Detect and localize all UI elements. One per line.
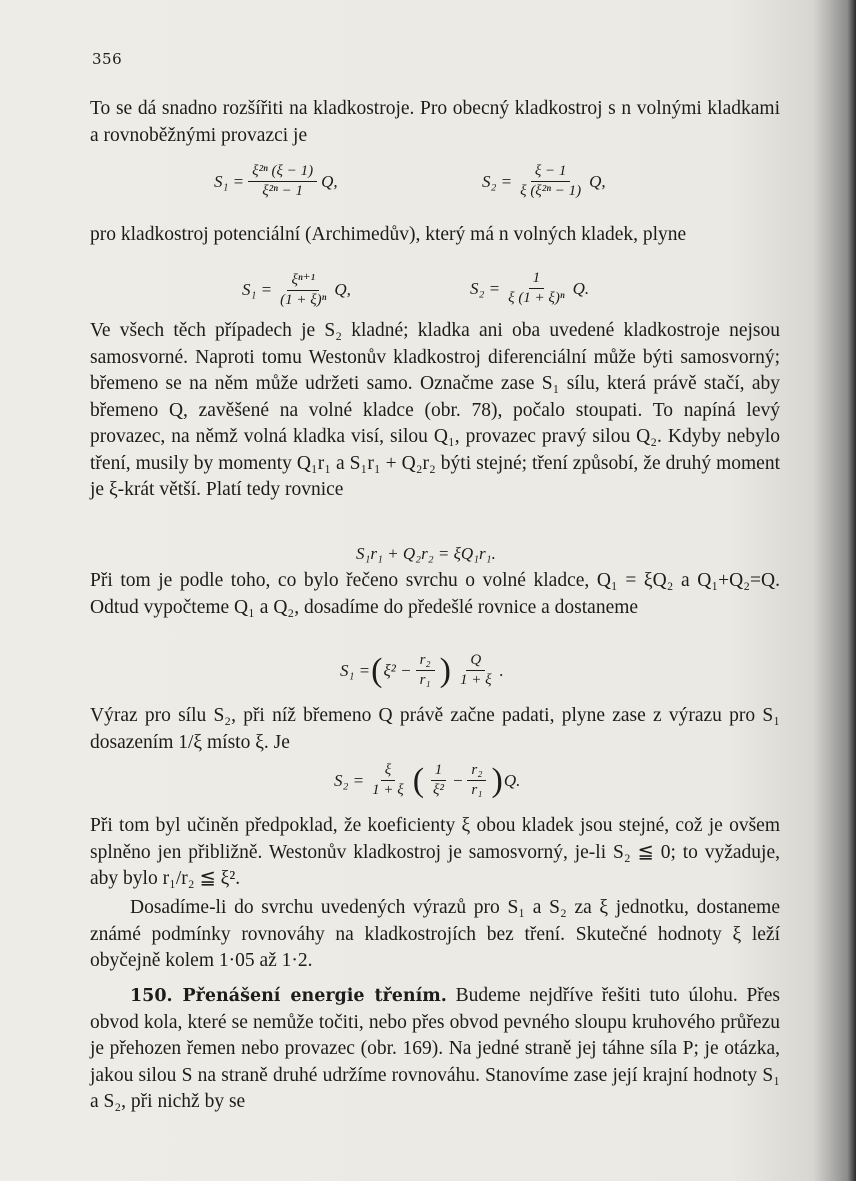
formula-lhs: S₂ = <box>334 770 365 790</box>
fraction-inverse <box>429 762 448 799</box>
fraction-q <box>456 652 496 689</box>
formula-end: . <box>499 660 504 680</box>
paragraph-intro: To se dá snadno rozšířiti na kladkostroje. Pro obecný kladkostroj s n volnými kladkami a rovnoběžnými provazci je <box>90 98 780 146</box>
numerator: ξ − 1 <box>531 163 571 182</box>
paragraph-s2-derivation: Výraz pro sílu S₂, při níž břemeno Q právě začne padati, plyne zase z výrazu pro S₁ dosazením 1/ξ místo ξ. Je <box>90 705 780 753</box>
formula-s1-general <box>214 163 338 200</box>
denominator: (1 + ξ)ⁿ <box>280 292 327 308</box>
numerator: r₂ <box>467 762 486 781</box>
denominator: ξ²ⁿ − 1 <box>262 183 303 199</box>
formula-lhs: S₁ = <box>214 171 245 191</box>
numerator: r₂ <box>416 652 435 671</box>
denominator: 1 + ξ <box>372 782 404 798</box>
close-paren: ) <box>491 761 503 799</box>
section-150 <box>90 983 780 1116</box>
numerator: ξ²ⁿ (ξ − 1) <box>248 163 317 182</box>
formula-s1-weston <box>340 652 504 689</box>
minus-sign: − <box>451 770 464 790</box>
fraction-r <box>416 652 435 689</box>
denominator: 1 + ξ <box>459 672 492 688</box>
fraction <box>276 270 330 309</box>
numerator: ξ <box>381 762 395 781</box>
numerator: ξⁿ⁺¹ <box>287 270 319 291</box>
denominator: ξ (1 + ξ)ⁿ <box>508 290 565 306</box>
fraction <box>504 270 568 307</box>
paragraph-assumption: Při tom byl učiněn předpoklad, že koeficienty ξ obou kladek jsou stejné, což je ovšem splněno jen přibližně. Westonův kladkostroj je samosvorný, je-li S₂ ≦ 0; to vyžaduje, aby bylo r₁/r₂ ≦ ξ². <box>90 815 780 889</box>
section-heading: 150. Přenášení energie třením. <box>130 986 447 1006</box>
fraction <box>248 163 317 200</box>
paragraph-substitution: Při tom je podle toho, co bylo řečeno svrchu o volné kladce, Q₁ = ξQ₂ a Q₁+Q₂=Q. Odtud vypočteme Q₁ a Q₂, dosadíme do předešlé rovnice a dostaneme <box>90 570 780 618</box>
formula-lhs: S₂ = <box>482 171 513 191</box>
formula-end: Q. <box>503 770 521 790</box>
denominator: r₁ <box>471 782 483 798</box>
paragraph-weston: Ve všech těch případech je S₂ kladné; kladka ani oba uvedené kladkostroje nejsou samosvorné. Naproti tomu Westonův kladkostroj diferenciální může býti samosvorný; břemeno se na něm může udržeti samo. Označme zase S₁ sílu, která právě stačí, aby břemeno Q, zavěšené na volné kladce (obr. 78), počalo stoupati. To napíná levý provazec, na němž volná kladka visí, silou Q₁, provazec pravý silou Q₂. Kdyby nebylo tření, musily by momenty Q₁r₁ a S₁r₁ + Q₂r₂ býti stejné; tření způsobí, že druhý moment je ξ-krát větší. Platí tedy rovnice <box>90 320 780 500</box>
formula-rhs: Q, <box>321 171 338 191</box>
fraction-r <box>467 762 486 799</box>
formula-rhs: Q, <box>589 171 606 191</box>
formula-rhs: Q, <box>334 279 351 299</box>
numerator: Q <box>466 652 485 671</box>
denominator: ξ² <box>433 782 444 798</box>
formula-s1-archimedes <box>242 270 351 309</box>
formula-s2-general <box>482 163 606 200</box>
formula-moment-equation: S₁r₁ + Q₂r₂ = ξQ₁r₁. <box>356 544 496 563</box>
paragraph-archimedes: pro kladkostroj potenciální (Archimedův), který má n volných kladek, plyne <box>90 224 687 245</box>
denominator: r₁ <box>419 672 431 688</box>
formula-lhs: S₂ = <box>470 278 501 298</box>
formula-lhs: S₁ = <box>242 279 273 299</box>
numerator: 1 <box>431 762 447 781</box>
xi-term: ξ² − <box>383 660 412 680</box>
page-number: 356 <box>92 50 123 68</box>
fraction-xi <box>368 762 408 799</box>
formula-lhs: S₁ = <box>340 660 371 680</box>
close-paren: ) <box>439 651 451 689</box>
formula-rhs: Q. <box>572 278 590 298</box>
open-paren: ( <box>371 651 383 689</box>
paragraph-no-friction: Dosadíme-li do svrchu uvedených výrazů pro S₁ a S₂ za ξ jednotku, dostaneme známé podmínky rovnováhy na kladkostrojích bez tření. Skutečné hodnoty ξ leží obyčejně kolem 1·05 až 1·2. <box>90 897 780 971</box>
formula-s2-archimedes <box>470 270 589 307</box>
formula-s2-weston <box>334 762 520 799</box>
numerator: 1 <box>529 270 545 289</box>
denominator: ξ (ξ²ⁿ − 1) <box>520 183 582 199</box>
fraction <box>516 163 585 200</box>
section-text: Budeme nejdříve řešiti tuto úlohu. Přes obvod kola, které se nemůže točiti, nebo přes obvod pevného sloupu kruhového průřezu je přehozen řemen nebo provazec (obr. 169). Na jedné straně jej táhne síla P; je otázka, jakou silou S na straně druhé udržíme rovnováhu. Stanovíme zase její krajní hodnoty S₁ a S₂, při nichž by se <box>90 985 781 1112</box>
open-paren: ( <box>412 761 425 799</box>
